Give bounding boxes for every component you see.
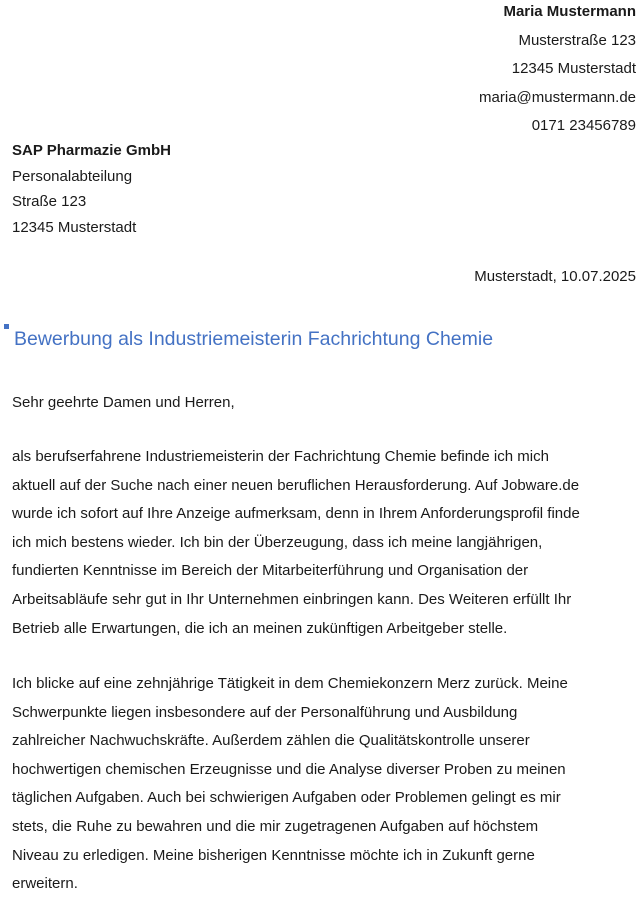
- paragraph-line: hochwertigen chemischen Erzeugnisse und die Analyse diverser Proben zu meinen: [12, 760, 566, 778]
- sender-name: Maria Mustermann: [503, 3, 636, 20]
- paragraph-line: ich mich bestens wieder. Ich bin der Überzeugung, dass ich meine langjährigen,: [12, 533, 543, 551]
- paragraph-line: wurde ich sofort auf Ihre Anzeige aufmerksam, denn in Ihrem Anforderungsprofil finde: [12, 505, 580, 523]
- recipient-address-block: [12, 138, 171, 240]
- body-paragraph-2: [12, 670, 636, 899]
- recipient-company: SAP Pharmazie GmbH: [12, 142, 171, 159]
- heading-marker: [4, 324, 9, 329]
- paragraph-line: als berufserfahrene Industriemeisterin der Fachrichtung Chemie befinde ich mich: [12, 448, 549, 465]
- sender-email: maria@mustermann.de: [479, 88, 636, 106]
- paragraph-line: täglichen Aufgaben. Auch bei schwierigen Aufgaben oder Problemen gelingt es mir: [12, 789, 561, 807]
- paragraph-line: erweitern.: [12, 875, 78, 893]
- sender-phone: 0171 23456789: [531, 117, 636, 134]
- sender-address-block: [479, 0, 636, 141]
- paragraph-line: Ich blicke auf eine zehnjährige Tätigkeit in dem Chemiekonzern Merz zurück. Meine: [12, 675, 568, 692]
- paragraph-line: Betrieb alle Erwartungen, die ich an meinen zukünftigen Arbeitgeber stelle.: [12, 619, 508, 637]
- sender-street: Musterstraße 123: [518, 31, 636, 49]
- paragraph-line: Niveau zu erledigen. Meine bisherigen Kenntnisse möchte ich in Zukunft gerne: [12, 846, 535, 864]
- paragraph-line: stets, die Ruhe zu bewahren und die mir zugetragenen Aufgaben auf höchstem: [12, 817, 539, 835]
- paragraph-line: Schwerpunkte liegen insbesondere auf der Personalführung und Ausbildung: [12, 703, 518, 721]
- letter-date: Musterstadt, 10.07.2025: [474, 268, 636, 285]
- recipient-city: 12345 Musterstadt: [12, 218, 137, 236]
- paragraph-line: Arbeitsabläufe sehr gut in Ihr Unternehmen einbringen kann. Des Weiteren erfüllt Ihr: [12, 590, 572, 608]
- paragraph-line: aktuell auf der Suche nach einer neuen beruflichen Herausforderung. Auf Jobware.de: [12, 476, 580, 494]
- recipient-department: Personalabteilung: [12, 167, 133, 185]
- body-paragraph-1: [12, 443, 636, 643]
- subject-heading: Bewerbung als Industriemeisterin Fachrichtung Chemie: [14, 328, 494, 350]
- salutation: Sehr geehrte Damen und Herren,: [12, 394, 235, 411]
- paragraph-line: zahlreicher Nachwuchskräfte. Außerdem zählen die Qualitätskontrolle unserer: [12, 732, 530, 750]
- recipient-street: Straße 123: [12, 193, 87, 210]
- paragraph-line: fundierten Kenntnisse im Bereich der Mitarbeiterführung und Organisation der: [12, 562, 529, 580]
- sender-city: 12345 Musterstadt: [511, 60, 636, 77]
